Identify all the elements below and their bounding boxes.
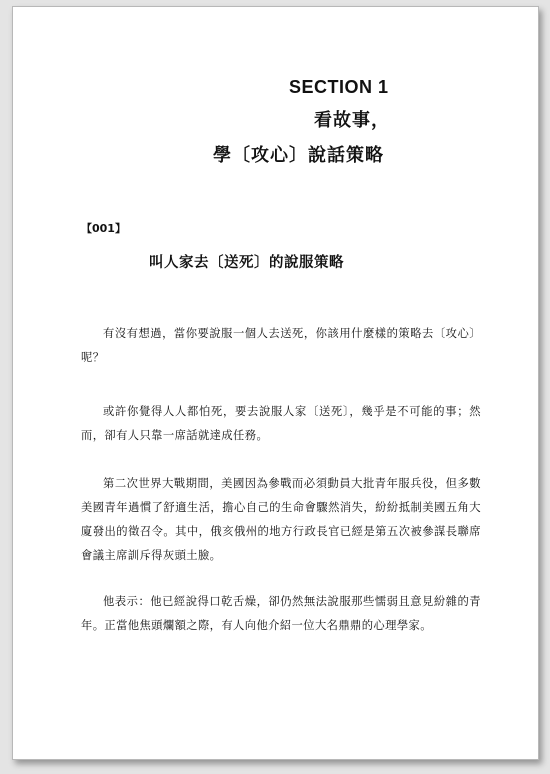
section-title-line2: 學〔攻心〕說話策略 xyxy=(213,145,384,166)
entry-number: 【001】 xyxy=(81,222,126,235)
body-paragraph: 或許你覺得人人都怕死，要去說服人家〔送死〕，幾乎是不可能的事；然而，卻有人只靠一席話就達成任務。 xyxy=(81,405,481,442)
body-paragraph: 他表示：他已經說得口乾舌燥，卻仍然無法說服那些懦弱且意見紛雜的青年。正當他焦頭爛額之際，有人向他介紹一位大名鼎鼎的心理學家。 xyxy=(81,595,481,632)
section-label: SECTION 1 xyxy=(289,77,389,97)
book-page xyxy=(12,6,539,760)
entry-title: 叫人家去〔送死〕的說服策略 xyxy=(149,255,344,271)
body-paragraph: 有沒有想過，當你要說服一個人去送死，你該用什麼樣的策略去〔攻心〕呢？ xyxy=(81,327,481,364)
section-title-line1: 看故事， xyxy=(314,110,390,131)
body-paragraph: 第二次世界大戰期間，美國因為參戰而必須動員大批青年服兵役，但多數美國青年過慣了舒適生活，擔心自己的生命會驟然消失，紛紛抵制美國五角大廈發出的徵召令。其中，俄亥俄州的地方行政長官已經是第五次被參謀長聯席會議主席訓斥得灰頭土臉。 xyxy=(81,477,481,562)
